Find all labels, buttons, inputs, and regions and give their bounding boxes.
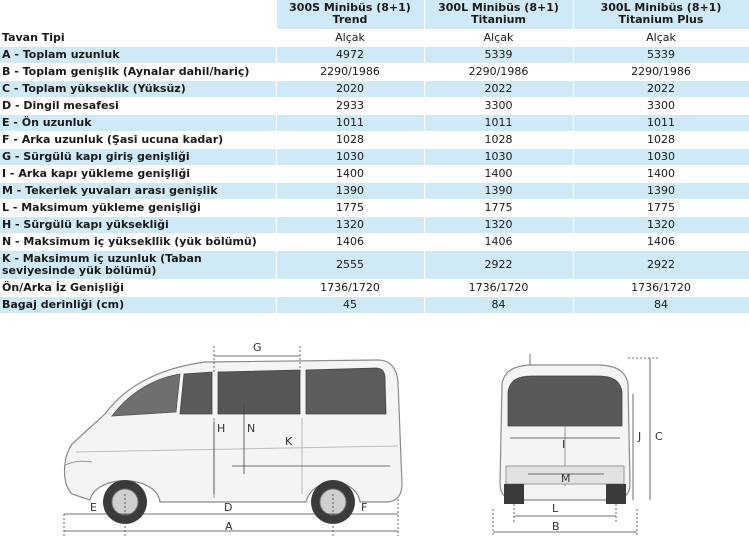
cell-value: 1030: [424, 148, 573, 165]
table-row: [0, 97, 749, 114]
row-label: E - Ön uzunluk: [0, 114, 276, 131]
cell-value: 1390: [573, 182, 749, 199]
dim-label-i: I: [562, 438, 566, 451]
table-row: [0, 296, 749, 313]
table-row: [0, 46, 749, 63]
header-model-2: [424, 0, 573, 29]
dim-label-l: L: [552, 502, 559, 515]
cell-value: 2290/1986: [573, 63, 749, 80]
row-label: A - Toplam uzunluk: [0, 46, 276, 63]
cell-value: 1030: [573, 148, 749, 165]
row-label: I - Arka kapı yükleme genişliği: [0, 165, 276, 182]
cell-value: 2933: [276, 97, 424, 114]
side-view-van: [64, 360, 402, 524]
cell-value: 84: [573, 296, 749, 313]
cell-value: 2022: [573, 80, 749, 97]
cell-value: 3300: [424, 97, 573, 114]
cell-value: 1030: [276, 148, 424, 165]
dim-label-n: N: [247, 422, 256, 435]
cell-value: 1775: [573, 199, 749, 216]
cell-value: 2922: [573, 250, 749, 279]
table-row: [0, 279, 749, 296]
dim-label-k: K: [285, 435, 293, 448]
row-label: Ön/Arka İz Genişliği: [0, 279, 276, 296]
header-model-1-line1: 300S Minibüs (8+1): [289, 1, 411, 15]
cell-value: 4972: [276, 46, 424, 63]
header-model-3-line1: 300L Minibüs (8+1): [600, 1, 722, 15]
cell-value: 1775: [424, 199, 573, 216]
row-label: L - Maksimum yükleme genişliği: [0, 199, 276, 216]
cell-value: 1406: [573, 233, 749, 250]
header-model-3-line2: Titanium Plus: [618, 13, 704, 27]
cell-value: 2290/1986: [424, 63, 573, 80]
table-header-row: [0, 0, 749, 29]
cell-value: 1736/1720: [424, 279, 573, 296]
cell-value: 1028: [424, 131, 573, 148]
dim-label-c: C: [655, 430, 663, 443]
table-row: [0, 216, 749, 233]
cell-value: 1028: [573, 131, 749, 148]
cell-value: 2922: [424, 250, 573, 279]
row-label: Bagaj derinliği (cm): [0, 296, 276, 313]
table-row: [0, 131, 749, 148]
cell-value: 3300: [573, 97, 749, 114]
cell-value: Alçak: [424, 29, 573, 46]
table-row: [0, 199, 749, 216]
cell-value: 2020: [276, 80, 424, 97]
row-label: N - Maksimum iç yüksekllik (yük bölümü): [0, 233, 276, 250]
cell-value: 1320: [424, 216, 573, 233]
dim-label-j: J: [638, 430, 642, 443]
cell-value: 1736/1720: [573, 279, 749, 296]
cell-value: 5339: [573, 46, 749, 63]
header-model-2-line2: Titanium: [471, 13, 526, 27]
dim-label-h: H: [217, 422, 226, 435]
cell-value: 1320: [276, 216, 424, 233]
dim-label-m: M: [561, 472, 571, 485]
cell-value: 1400: [276, 165, 424, 182]
cell-value: 1390: [276, 182, 424, 199]
dim-label-g: G: [253, 341, 262, 354]
row-label: H - Sürgülü kapı yüksekliği: [0, 216, 276, 233]
row-label: G - Sürgülü kapı giriş genişliği: [0, 148, 276, 165]
cell-value: 1406: [424, 233, 573, 250]
row-label: C - Toplam yükseklik (Yüksüz): [0, 80, 276, 97]
cell-value: 84: [424, 296, 573, 313]
cell-value: Alçak: [573, 29, 749, 46]
cell-value: 1011: [573, 114, 749, 131]
cell-value: 2022: [424, 80, 573, 97]
row-label: K - Maksimum iç uzunluk (Taban seviyesinde yük bölümü): [0, 250, 276, 279]
row-label: D - Dingil mesafesi: [0, 97, 276, 114]
header-model-2-line1: 300L Minibüs (8+1): [438, 1, 559, 15]
dim-label-d: D: [224, 501, 233, 514]
table-row: [0, 63, 749, 80]
cell-value: 1736/1720: [276, 279, 424, 296]
header-model-1: [276, 0, 424, 29]
cell-value: 1320: [573, 216, 749, 233]
cell-value: 1400: [424, 165, 573, 182]
cell-value: 45: [276, 296, 424, 313]
row-label: F - Arka uzunluk (Şasi ucuna kadar): [0, 131, 276, 148]
row-label: M - Tekerlek yuvaları arası genişlik: [0, 182, 276, 199]
dim-label-a: A: [225, 520, 233, 533]
header-model-3: [573, 0, 749, 29]
table-row: [0, 148, 749, 165]
cell-value: 2290/1986: [276, 63, 424, 80]
dim-label-e: E: [90, 501, 97, 514]
cell-value: 1775: [276, 199, 424, 216]
cell-value: 1390: [424, 182, 573, 199]
header-model-1-line2: Trend: [332, 13, 368, 27]
cell-value: 1011: [276, 114, 424, 131]
row-label: B - Toplam genişlik (Aynalar dahil/hariç): [0, 63, 276, 80]
table-row: [0, 165, 749, 182]
table-row: [0, 250, 749, 279]
cell-value: 2555: [276, 250, 424, 279]
row-label: Tavan Tipi: [0, 29, 276, 46]
table-row: [0, 233, 749, 250]
table-row: [0, 182, 749, 199]
vehicle-dimension-diagram: [0, 334, 749, 536]
header-blank-cell: [0, 0, 276, 29]
table-row: [0, 80, 749, 97]
cell-value: 1028: [276, 131, 424, 148]
cell-value: 1400: [573, 165, 749, 182]
cell-value: 5339: [424, 46, 573, 63]
table-row: [0, 114, 749, 131]
cell-value: Alçak: [276, 29, 424, 46]
dim-label-b: B: [552, 520, 560, 533]
table-row: [0, 29, 749, 46]
cell-value: 1011: [424, 114, 573, 131]
dim-label-f: F: [361, 501, 368, 514]
cell-value: 1406: [276, 233, 424, 250]
